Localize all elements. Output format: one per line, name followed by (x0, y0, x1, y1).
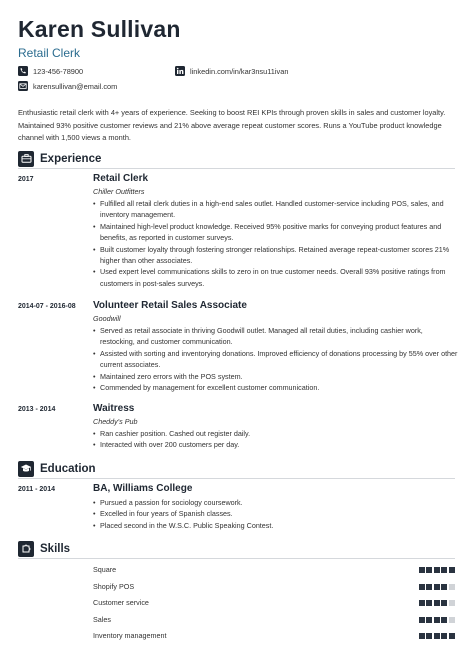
profile-summary: Enthusiastic retail clerk with 4+ years of experience. Seeking to boost REI KPIs through proven skills in sales and customer loyalty. Maintained 93% positive customer reviews and 21% above average repeat customer scores. Runs a YouTube product knowledge channel with 1,500 views a month. (18, 108, 446, 142)
skill-rating-square (441, 633, 447, 639)
job-title: Retail Clerk (18, 46, 81, 60)
bullet-item: • Used expert level communications skills to zero in on true customer needs. Overall 93% positive ratings from customers in post-sales surveys. (93, 266, 458, 289)
bullet-item: • Interacted with over 200 customers per day. (93, 439, 458, 450)
skill-name: Customer service (93, 598, 149, 607)
entry-bullets (93, 198, 458, 289)
skill-rating-square (419, 567, 425, 573)
graduation-cap-icon (18, 461, 34, 477)
bullet-item: • Built customer loyalty through fostering stronger relationships. Retained average repeat-customer scores 21% higher than other associates. (93, 244, 458, 267)
skill-rating-square (426, 617, 432, 623)
skill-rating-square (426, 584, 432, 590)
bullet-item: • Fulfilled all retail clerk duties in a high-end sales outlet. Handled customer-service including POS, sales, and inventory management. (93, 198, 458, 221)
skill-row (93, 615, 455, 627)
briefcase-icon (18, 151, 34, 167)
entry-date: 2011 - 2014 (18, 486, 55, 493)
skill-rating-square (426, 633, 432, 639)
skill-name: Inventory management (93, 631, 167, 640)
skill-rating-square (449, 600, 455, 606)
entry-role: Volunteer Retail Sales Associate (93, 300, 247, 311)
skill-rating-square (419, 584, 425, 590)
bullet-item: • Commended by management for excellent customer communication. (93, 382, 458, 393)
entry-company: Goodwill (93, 314, 121, 323)
skill-rating-square (441, 567, 447, 573)
contact-linkedin[interactable] (175, 66, 288, 76)
skill-rating-square (434, 600, 440, 606)
bullet-item: • Maintained high-level product knowledge. Received 95% positive marks for conveying product features and benefits, as reported in customer surveys. (93, 221, 458, 244)
skill-row (93, 631, 455, 643)
skill-rating-square (434, 617, 440, 623)
skill-rating-square (434, 567, 440, 573)
education-title: Education (40, 462, 96, 475)
contact-phone[interactable] (18, 66, 83, 76)
skill-rating-square (441, 600, 447, 606)
skills-section-header (18, 539, 455, 559)
skill-row (93, 582, 455, 594)
contact-email[interactable] (18, 81, 117, 91)
skill-rating (417, 567, 455, 573)
skill-rating-square (419, 617, 425, 623)
email-icon (18, 81, 28, 91)
skill-rating-square (449, 633, 455, 639)
skill-rating-square (419, 600, 425, 606)
skill-rating-square (426, 567, 432, 573)
entry-date: 2014-07 - 2016-08 (18, 303, 76, 310)
skill-row (93, 565, 455, 577)
skill-rating (417, 617, 455, 623)
skill-name: Sales (93, 615, 111, 624)
bullet-item: • Maintained zero errors with the POS system. (93, 371, 458, 382)
education-section-header (18, 459, 455, 479)
entry-company: Chiller Outfitters (93, 187, 145, 196)
bullet-item: • Assisted with sorting and inventorying donations. Improved efficiency of donations processing by 55% over other current associates. (93, 348, 458, 371)
entry-date: 2017 (18, 176, 34, 183)
phone-number: 123-456-78900 (33, 66, 84, 76)
entry-role: Waitress (93, 403, 135, 414)
bullet-item: • Pursued a passion for sociology coursework. (93, 497, 458, 508)
skill-row (93, 598, 455, 610)
skill-rating (417, 633, 455, 639)
phone-icon (18, 66, 28, 76)
skill-rating (417, 600, 455, 606)
skill-rating-square (434, 584, 440, 590)
skill-rating-square (449, 617, 455, 623)
skills-title: Skills (40, 542, 71, 555)
entry-date: 2013 - 2014 (18, 406, 56, 413)
entry-bullets (93, 497, 458, 531)
skill-name: Shopify POS (93, 582, 135, 591)
puzzle-icon (18, 541, 34, 557)
skill-rating-square (441, 617, 447, 623)
linkedin-url: linkedin.com/in/kar3nsu11ivan (190, 66, 289, 76)
experience-section-header (18, 149, 455, 169)
skill-rating-square (449, 567, 455, 573)
experience-title: Experience (40, 152, 102, 165)
entry-bullets (93, 325, 458, 393)
skill-rating-square (419, 633, 425, 639)
linkedin-icon (175, 66, 185, 76)
skill-rating-square (426, 600, 432, 606)
skill-rating (417, 584, 455, 590)
bullet-item: • Excelled in four years of Spanish classes. (93, 508, 458, 519)
skill-rating-square (434, 633, 440, 639)
entry-bullets (93, 428, 458, 451)
skill-name: Square (93, 565, 117, 574)
email-address: karensullivan@email.com (33, 81, 118, 91)
entry-company: Cheddy's Pub (93, 417, 138, 426)
bullet-item: • Served as retail associate in thriving Goodwill outlet. Managed all retail duties, including cashier work, restocking, and customer communication. (93, 325, 458, 348)
skill-rating-square (449, 584, 455, 590)
skill-rating-square (441, 584, 447, 590)
resume-header (18, 16, 181, 60)
entry-degree: BA, Williams College (93, 483, 193, 494)
bullet-item: • Placed second in the W.S.C. Public Speaking Contest. (93, 520, 458, 531)
bullet-item: • Ran cashier position. Cashed out register daily. (93, 428, 458, 439)
candidate-name: Karen Sullivan (18, 16, 181, 42)
entry-role: Retail Clerk (93, 173, 149, 184)
